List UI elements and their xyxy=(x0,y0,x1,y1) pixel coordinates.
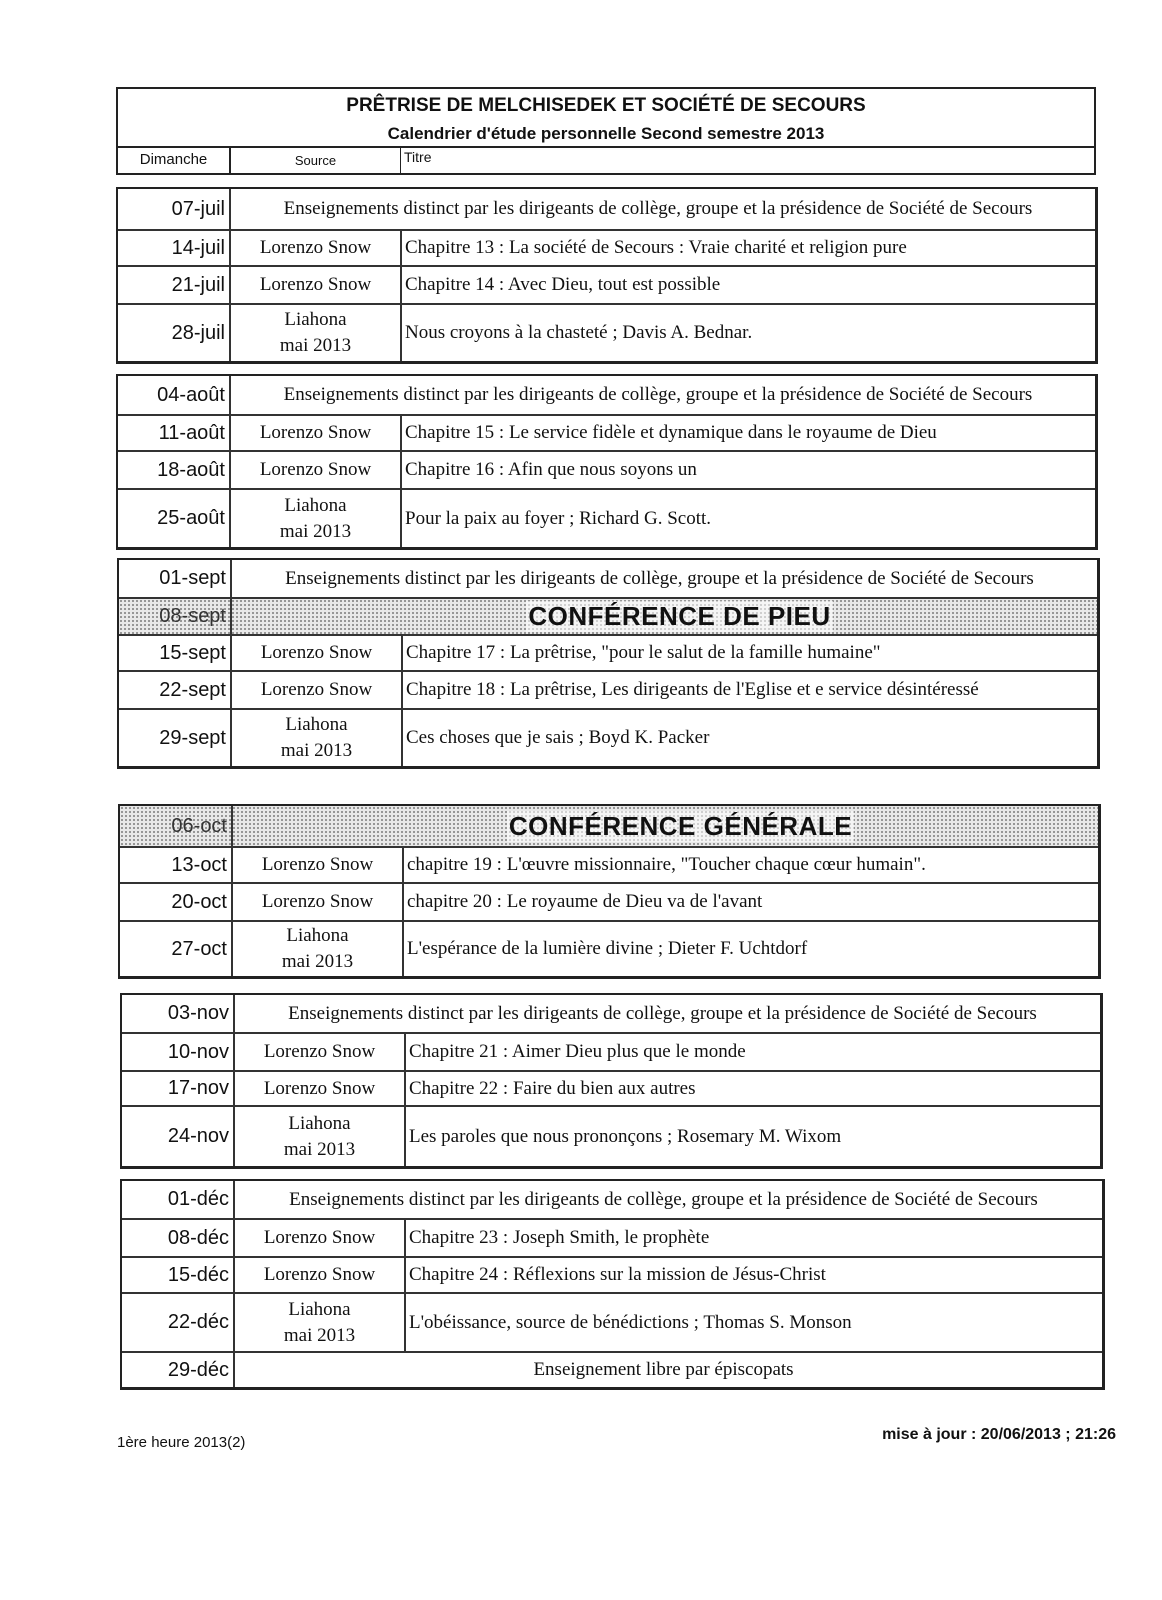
title-cell: chapitre 19 : L'œuvre missionnaire, "Toucher chaque cœur humain". xyxy=(407,854,926,875)
source-cell xyxy=(233,848,404,882)
date-cell: 08-sept xyxy=(119,599,232,634)
conference-cell xyxy=(233,806,1098,846)
source-cell xyxy=(235,1034,406,1070)
source-cell xyxy=(235,1072,406,1105)
footer-label: 1ère heure 2013(2) xyxy=(117,1434,246,1451)
source-name: Liahona xyxy=(286,925,349,946)
schedule-row xyxy=(122,995,1100,1032)
source-name: Liahona xyxy=(288,1112,351,1134)
schedule-row xyxy=(120,920,1098,976)
source-name: Lorenzo Snow xyxy=(263,1077,376,1099)
date-cell: 27-oct xyxy=(120,922,233,976)
source-cell xyxy=(233,884,404,920)
column-header-source: Source xyxy=(231,148,401,173)
schedule-row xyxy=(119,560,1097,597)
column-header-dimanche: Dimanche xyxy=(118,148,231,173)
date-cell: 18-août xyxy=(118,452,231,488)
month-block xyxy=(120,993,1103,1169)
wide-note-cell: Enseignements distinct par les dirigeants de collège, groupe et la présidence de Société de Secours xyxy=(285,567,1034,589)
date-cell: 24-nov xyxy=(122,1107,235,1166)
source-cell xyxy=(233,922,404,976)
schedule-row xyxy=(122,1292,1102,1351)
month-block xyxy=(116,187,1098,364)
date-cell: 29-déc xyxy=(122,1353,235,1387)
date-cell: 10-nov xyxy=(122,1034,235,1070)
source-name: Lorenzo Snow xyxy=(259,459,372,480)
title-cell: Chapitre 16 : Afin que nous soyons un xyxy=(405,459,697,480)
schedule-row xyxy=(119,597,1097,634)
source-cell xyxy=(235,1220,406,1256)
date-cell: 20-oct xyxy=(120,884,233,920)
date-cell: 15-sept xyxy=(119,636,232,670)
source-date: mai 2013 xyxy=(283,1138,356,1160)
column-headers xyxy=(118,146,1094,173)
source-name: Liahona xyxy=(284,309,347,330)
source-cell xyxy=(231,416,402,450)
schedule-row xyxy=(122,1351,1102,1387)
wide-note-cell: Enseignements distinct par les dirigeants de collège, groupe et la présidence de Société de Secours xyxy=(283,384,1033,405)
schedule-row xyxy=(122,1181,1102,1218)
source-cell xyxy=(232,636,403,670)
schedule-row xyxy=(120,846,1098,882)
date-cell: 07-juil xyxy=(118,189,231,229)
title-cell: Chapitre 13 : La société de Secours : Vraie charité et religion pure xyxy=(405,237,907,258)
title-cell: Chapitre 22 : Faire du bien aux autres xyxy=(409,1077,696,1099)
date-cell: 01-sept xyxy=(119,560,232,597)
title-cell: Chapitre 17 : La prêtrise, "pour le salut de la famille humaine" xyxy=(406,642,881,663)
date-cell: 22-sept xyxy=(119,672,232,708)
title-cell: Chapitre 21 : Aimer Dieu plus que le monde xyxy=(409,1041,746,1062)
title-cell: Ces choses que je sais ; Boyd K. Packer xyxy=(406,727,710,748)
source-date: mai 2013 xyxy=(283,1324,356,1346)
source-name: Lorenzo Snow xyxy=(263,1264,376,1285)
schedule-row xyxy=(118,265,1095,303)
schedule-row xyxy=(118,303,1095,361)
date-cell: 03-nov xyxy=(122,995,235,1032)
source-cell xyxy=(232,672,403,708)
title-cell: L'espérance de la lumière divine ; Dieter F. Uchtdorf xyxy=(407,938,808,959)
source-name: Lorenzo Snow xyxy=(263,1041,376,1062)
date-cell: 22-déc xyxy=(122,1294,235,1351)
source-name: Liahona xyxy=(284,494,347,516)
date-cell: 14-juil xyxy=(118,231,231,265)
source-name: Lorenzo Snow xyxy=(263,1227,376,1248)
title-cell: Les paroles que nous prononçons ; Rosemary M. Wixom xyxy=(409,1125,842,1147)
date-cell: 29-sept xyxy=(119,710,232,766)
date-cell: 04-août xyxy=(118,376,231,414)
schedule-row xyxy=(122,1032,1100,1070)
schedule-row xyxy=(118,229,1095,265)
source-cell xyxy=(231,231,402,265)
source-name: Lorenzo Snow xyxy=(261,854,374,875)
wide-note-cell: Enseignements distinct par les dirigeants de collège, groupe et la présidence de Société de Secours xyxy=(283,198,1033,219)
date-cell: 21-juil xyxy=(118,267,231,303)
month-block xyxy=(120,1179,1105,1390)
source-cell xyxy=(235,1258,406,1292)
calendar-header xyxy=(116,87,1096,175)
source-name: Lorenzo Snow xyxy=(259,422,372,443)
schedule-row xyxy=(119,634,1097,670)
title-cell: Chapitre 15 : Le service fidèle et dynamique dans le royaume de Dieu xyxy=(405,422,937,443)
schedule-row xyxy=(118,414,1095,450)
source-cell xyxy=(235,1107,406,1166)
title-cell: Nous croyons à la chasteté ; Davis A. Bednar. xyxy=(405,322,753,343)
schedule-row xyxy=(122,1070,1100,1105)
month-block xyxy=(116,374,1098,550)
date-cell: 17-nov xyxy=(122,1072,235,1105)
date-cell: 15-déc xyxy=(122,1258,235,1292)
wide-note-cell: Enseignement libre par épiscopats xyxy=(533,1359,794,1380)
source-cell xyxy=(231,267,402,303)
schedule-row xyxy=(118,376,1095,414)
title-cell: Chapitre 14 : Avec Dieu, tout est possible xyxy=(405,274,721,295)
source-date: mai 2013 xyxy=(281,951,354,972)
source-cell xyxy=(231,452,402,488)
source-name: Lorenzo Snow xyxy=(259,274,372,295)
source-cell xyxy=(231,490,402,547)
source-cell xyxy=(231,305,402,361)
wide-note-cell: Enseignements distinct par les dirigeants de collège, groupe et la présidence de Société de Secours xyxy=(288,1002,1037,1024)
source-date: mai 2013 xyxy=(280,740,353,761)
title-cell: Pour la paix au foyer ; Richard G. Scott. xyxy=(405,507,712,529)
source-name: Lorenzo Snow xyxy=(259,237,372,258)
page-title: PRÊTRISE DE MELCHISEDEK ET SOCIÉTÉ DE SECOURS xyxy=(346,95,866,116)
schedule-row xyxy=(122,1256,1102,1292)
page-subtitle: Calendrier d'étude personnelle Second semestre 2013 xyxy=(387,124,825,143)
schedule-row xyxy=(118,189,1095,229)
schedule-row xyxy=(122,1105,1100,1166)
conference-label: CONFÉRENCE DE PIEU xyxy=(528,601,831,631)
schedule-row xyxy=(119,670,1097,708)
source-date: mai 2013 xyxy=(279,520,352,542)
source-name: Liahona xyxy=(285,714,348,735)
date-cell: 01-déc xyxy=(122,1181,235,1218)
schedule-row xyxy=(118,450,1095,488)
date-cell: 06-oct xyxy=(120,806,233,846)
month-block xyxy=(118,804,1101,979)
date-cell: 11-août xyxy=(118,416,231,450)
title-cell: Chapitre 24 : Réflexions sur la mission de Jésus-Christ xyxy=(409,1264,826,1285)
source-name: Lorenzo Snow xyxy=(260,642,373,663)
title-cell: L'obéissance, source de bénédictions ; Thomas S. Monson xyxy=(409,1311,852,1333)
source-date: mai 2013 xyxy=(279,335,352,356)
schedule-row xyxy=(120,806,1098,846)
source-name: Liahona xyxy=(288,1298,351,1320)
source-name: Lorenzo Snow xyxy=(261,891,374,912)
source-name: Lorenzo Snow xyxy=(260,679,373,700)
schedule-row xyxy=(120,882,1098,920)
schedule-row xyxy=(118,488,1095,547)
date-cell: 25-août xyxy=(118,490,231,547)
date-cell: 28-juil xyxy=(118,305,231,361)
month-block xyxy=(117,558,1100,769)
date-cell: 13-oct xyxy=(120,848,233,882)
wide-note-cell: Enseignements distinct par les dirigeants de collège, groupe et la présidence de Société de Secours xyxy=(289,1188,1038,1210)
title-cell: Chapitre 18 : La prêtrise, Les dirigeants de l'Eglise et e service désintéressé xyxy=(406,679,979,700)
conference-label: CONFÉRENCE GÉNÉRALE xyxy=(508,810,853,841)
title-cell: chapitre 20 : Le royaume de Dieu va de l'avant xyxy=(407,891,763,912)
schedule-row xyxy=(119,708,1097,766)
title-cell: Chapitre 23 : Joseph Smith, le prophète xyxy=(409,1227,710,1248)
date-cell: 08-déc xyxy=(122,1220,235,1256)
footer-update: mise à jour : 20/06/2013 ; 21:26 xyxy=(882,1426,1116,1443)
source-cell xyxy=(232,710,403,766)
schedule-row xyxy=(122,1218,1102,1256)
source-cell xyxy=(235,1294,406,1351)
column-header-titre: Titre xyxy=(404,149,432,165)
conference-cell xyxy=(232,599,1097,634)
